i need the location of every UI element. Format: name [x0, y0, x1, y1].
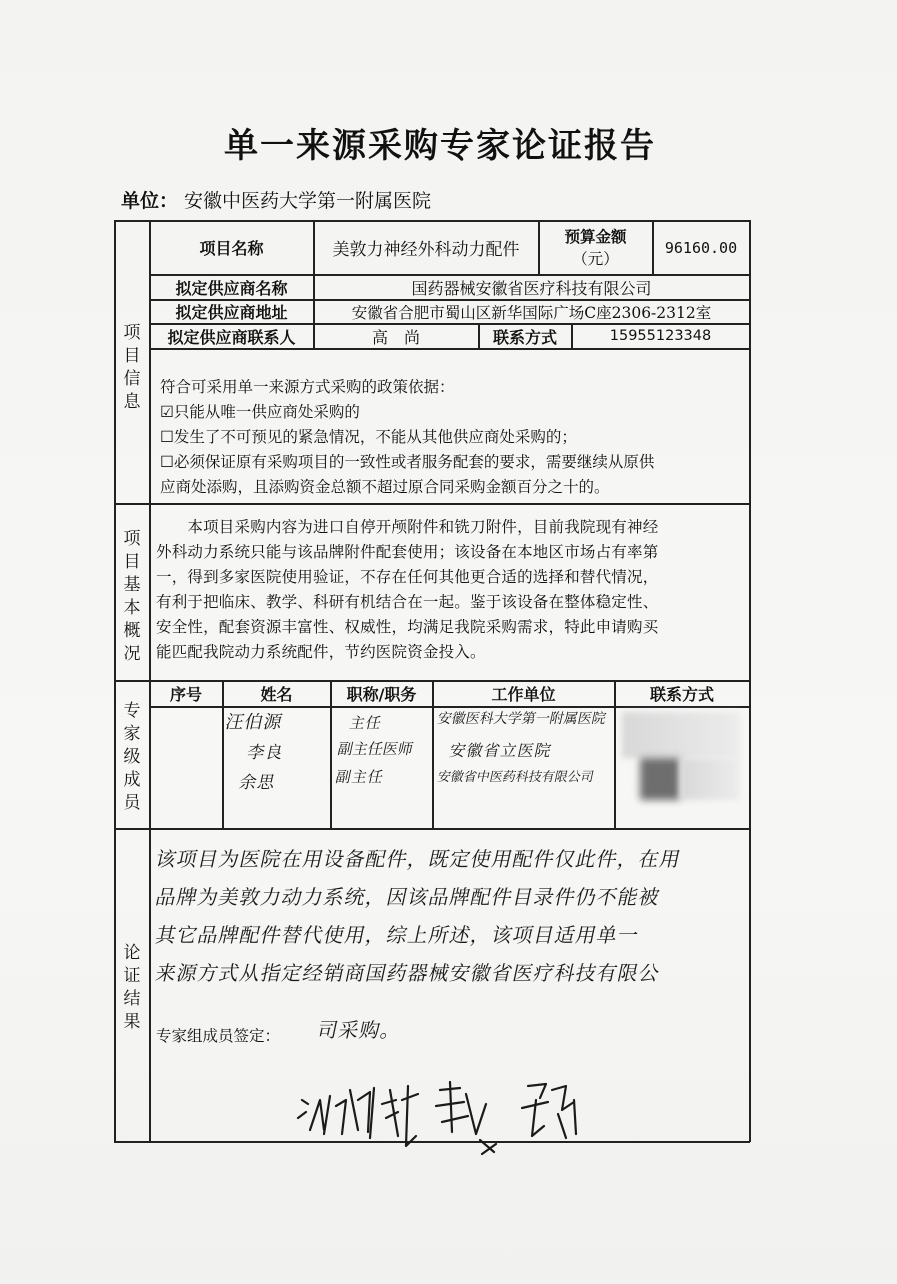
address-label: 拟定供应商地址: [175, 303, 288, 322]
overview-line: 有利于把临床、教学、科研有机结合在一起。鉴于该设备在整体稳定性、: [156, 593, 659, 611]
member-unit: 安徽省立医院: [447, 741, 554, 760]
signature-stroke: [298, 1086, 418, 1146]
signatures: [290, 1060, 620, 1160]
hand-line: 其它品牌配件替代使用，综上所述，该项目适用单一: [153, 923, 642, 947]
member-title: 主任: [347, 714, 384, 732]
hand-line: 来源方式从指定经销商国药器械安徽省医疗科技有限公: [153, 961, 663, 985]
member-unit: 安徽省中医药科技有限公司: [435, 770, 596, 785]
section-divider-3: [114, 828, 750, 830]
policy-option-3a: ☐必须保证原有采购项目的一致性或者服务配套的要求，需要继续从原供: [160, 453, 655, 471]
conclusion-handwriting: [153, 840, 746, 992]
overview-line: 外科动力系统只能与该品牌附件配套使用；该设备在本地区市场占有率第: [156, 543, 659, 561]
phone-value: 15955123348: [609, 328, 712, 344]
signature-stroke: [522, 1084, 576, 1138]
redacted-contact: [622, 712, 740, 758]
sign-label: 专家组成员签定：: [156, 1027, 281, 1045]
address-value: 安徽省合肥市蜀山区新华国际广场C座2306-2312室: [351, 303, 712, 322]
member-title: 副主任: [333, 768, 386, 786]
contact-label: 拟定供应商联系人: [167, 327, 296, 347]
budget-value: 96160.00: [664, 238, 738, 257]
redacted-contact-dark: [640, 758, 680, 800]
policy-option-2: ☐发生了不可预见的紧急情况，不能从其他供应商处采购的；: [160, 428, 577, 446]
project-name-value: 美敦力神经外科动力配件: [332, 240, 520, 260]
member-name: 李良: [245, 743, 286, 763]
side-label-project-info: 项目信息: [123, 323, 141, 412]
policy-intro: 符合可采用单一来源方式采购的政策依据：: [160, 378, 455, 396]
hand-line: 该项目为医院在用设备配件，既定使用配件仅此件，在用: [153, 847, 684, 871]
project-name-label: 项目名称: [199, 239, 264, 258]
member-name: 余思: [237, 773, 278, 793]
policy-option-1: ☑只能从唯一供应商处采购的: [160, 403, 360, 421]
report-title: 单一来源采购专家论证报告: [224, 126, 656, 166]
signature-stroke: [436, 1082, 496, 1154]
budget-label-line2: （元）: [572, 249, 619, 268]
supplier-value: 国药器械安徽省医疗科技有限公司: [411, 278, 652, 298]
unit-label: 单位：: [121, 190, 179, 212]
overview-line: 一，得到多家医院使用验证，不存在任何其他更合适的选择和替代情况，: [156, 568, 659, 586]
col-header-unit: 工作单位: [491, 685, 556, 704]
member-unit: 安徽医科大学第一附属医院: [436, 711, 608, 727]
col-header-index: 序号: [169, 685, 202, 704]
hand-line: 品牌为美敦力动力系统，因该品牌配件目录件仍不能被: [153, 885, 663, 909]
side-label-expert-members: 专家级成员: [123, 701, 141, 813]
unit-value: 安徽中医药大学第一附属医院: [184, 190, 432, 212]
overview-text: [156, 515, 746, 665]
overview-line: 能匹配我院动力系统配件，节约医院资金投入。: [156, 643, 486, 661]
budget-label: [539, 221, 652, 274]
unit-line: [121, 186, 431, 213]
side-label-conclusion: 论证结果: [123, 943, 141, 1032]
col-header-contact: 联系方式: [649, 685, 714, 704]
policy-option-3b: 应商处添购，且添购资金总额不超过原合同采购金额百分之十的。: [160, 478, 610, 496]
policy-block: [160, 375, 745, 500]
hand-line-tail: 司采购。: [315, 1018, 405, 1042]
redacted-contact: [680, 758, 740, 800]
row-line: [149, 348, 750, 350]
overview-line: 安全性，配套资源丰富性、权威性，均满足我院采购需求，特此申请购买: [156, 618, 659, 636]
col-header-title: 职称/职务: [346, 685, 417, 704]
member-title: 副主任医师: [335, 740, 415, 758]
member-name: 汪伯源: [223, 712, 285, 733]
supplier-label: 拟定供应商名称: [175, 278, 288, 298]
section-divider-1: [114, 503, 750, 505]
budget-label-line1: 预算金额: [564, 227, 627, 246]
contact-value: 高 尚: [371, 327, 420, 347]
overview-line: 本项目采购内容为进口自停开颅附件和铣刀附件，目前我院现有神经: [156, 518, 659, 536]
col-header-name: 姓名: [260, 685, 293, 704]
side-label-basic-overview: 项目基本概况: [123, 529, 141, 664]
phone-label: 联系方式: [492, 327, 557, 347]
